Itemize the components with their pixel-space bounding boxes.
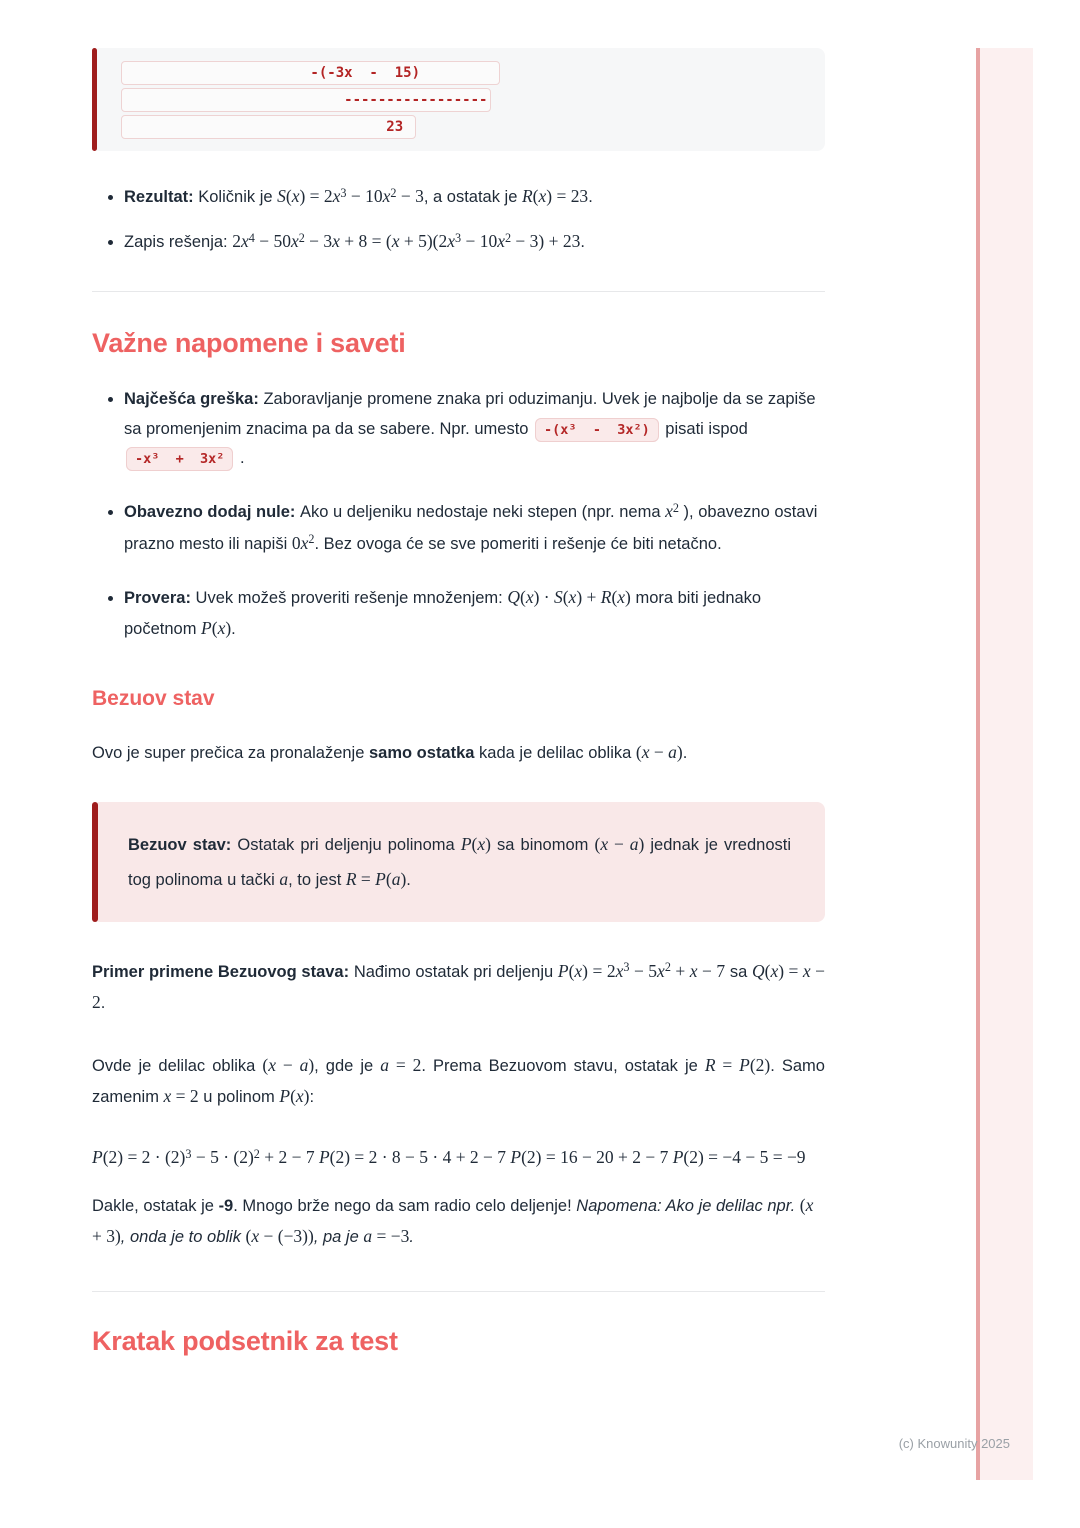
list-item [124, 385, 825, 474]
calculation-paragraph: $P(2) = 2 \cdot (2)^3 - 5 \cdot (2)^2 + 2 - 7$ P(2) = 2 · 8 − 5 · 4 + 2 − 7 P(2) = 16 − 20 + 2 − 7 P(2) = −4 − 5 = −9 [92, 1146, 806, 1168]
callout-text: Bezuov stav: Ostatak pri deljenju polinoma P(x) sa binomom (x − a) jednak je vrednosti tog polinoma u tački a, to jest R = P(a). [128, 833, 791, 889]
code-line [121, 61, 801, 85]
list-item [124, 496, 825, 559]
section-heading-podsetnik: Kratak podsetnik za test [92, 1326, 398, 1357]
result-text: Rezultat: Količnik je $S(x) = 2x^3 - 10x^2 - 3$, a ostatak je R(x) = 23. [124, 185, 593, 206]
division-code-block [92, 48, 825, 151]
code-line-chip: ----------------- [121, 88, 491, 112]
note-obavezno-nule: Obavezno dodaj nule: Ako u deljeniku nedostaje neki stepen (npr. nema $x^2$ ), obavezno ostavi prazno mesto ili napiši $0x^2$. Bez ovoga će se sve pomeriti i rešenje će biti netačno. [124, 500, 818, 553]
list-item [124, 226, 825, 257]
code-line [121, 115, 801, 139]
page-edge-strip [976, 48, 1033, 1480]
subsection-heading-bezuov: Bezuov stav [92, 686, 215, 710]
notes-list [92, 385, 825, 645]
primer-paragraph: Primer primene Bezuovog stava: Nađimo ostatak pri deljenju $P(x) = 2x^3 - 5x^2 + x - 7$ sa Q(x) = x − 2. [92, 960, 825, 1012]
code-block-lines [121, 61, 801, 139]
callout-accent-bar [92, 802, 98, 922]
copyright-note: (c) Knowunity 2025 [898, 1436, 1010, 1451]
section-heading-napomene: Važne napomene i saveti [92, 328, 406, 359]
note-najcesca-greska: Najčešća greška: Zaboravljanje promene znaka pri oduzimanju. Uvek je najbolje da se zapiše sa promenjenim znacima pa da se sabere. Npr. umesto -(x³ - 3x²) pisati ispod -x³ + 3x² . [124, 390, 816, 467]
bezuov-intro-paragraph: Ovo je super prečica za pronalaženje samo ostatka kada je delilac oblika (x − a). [92, 741, 688, 762]
list-item [124, 181, 825, 212]
result-list [92, 181, 825, 257]
code-line-chip: -(-3x - 15) [121, 61, 500, 85]
code-block-accent-bar [92, 48, 97, 151]
ovde-paragraph: Ovde je delilac oblika (x − a), gde je a = 2. Prema Bezuovom stavu, ostatak je R = P(2). Samo zamenim x = 2 u polinom P(x): [92, 1054, 825, 1106]
code-line-chip: 23 [121, 115, 416, 139]
code-line [121, 88, 801, 112]
conclusion-paragraph: Dakle, ostatak je -9. Mnogo brže nego da sam radio celo deljenje! Napomena: Ako je delilac npr. (x + 3), onda je to oblik (x − (−3)), pa je a = −3. [92, 1194, 814, 1247]
list-item [124, 582, 825, 645]
section-divider [92, 1291, 825, 1292]
note-provera: Provera: Uvek možeš proveriti rešenje množenjem: Q(x) · S(x) + R(x) mora biti jednako početnom P(x). [124, 586, 762, 639]
solution-text: Zapis rešenja: $2x^4 - 50x^2 - 3x + 8 = (x + 5)(2x^3 - 10x^2 - 3) + 23$. [124, 230, 585, 252]
section-divider [92, 291, 825, 292]
bezuov-callout [92, 802, 825, 922]
document-content [92, 0, 825, 1357]
